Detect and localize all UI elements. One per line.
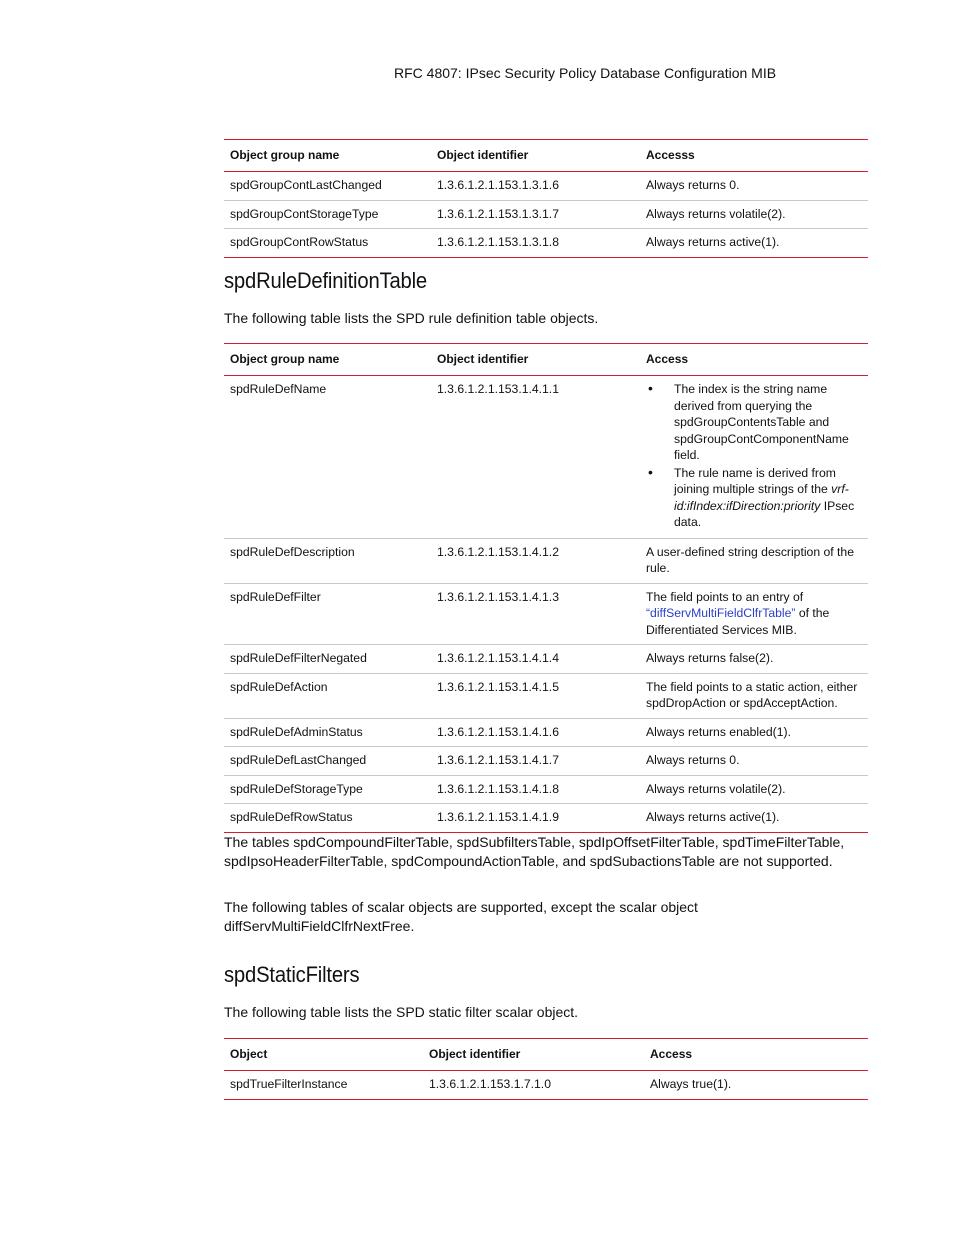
column-header: Accesss <box>640 140 868 172</box>
access-cell: Always returns volatile(2). <box>640 200 868 229</box>
scalar-objects-paragraph: The following tables of scalar objects are supported, except the scalar object diffServMultiFieldClfrNextFree. <box>224 899 698 934</box>
column-header: Object identifier <box>423 1039 644 1071</box>
access-cell <box>640 583 868 645</box>
object-name-cell: spdRuleDefRowStatus <box>224 804 431 833</box>
spd-group-contents-table <box>224 139 868 258</box>
bullet-text: IPsec data. <box>674 498 855 529</box>
table-row <box>224 200 868 229</box>
table-row <box>224 645 868 674</box>
access-cell: Always returns volatile(2). <box>640 775 868 804</box>
object-name-cell: spdRuleDefLastChanged <box>224 747 431 776</box>
object-name-cell: spdRuleDefStorageType <box>224 775 431 804</box>
oid-cell: 1.3.6.1.2.1.153.1.4.1.5 <box>431 673 640 718</box>
access-bullet-list <box>646 381 862 531</box>
page-header: RFC 4807: IPsec Security Policy Database Configuration MIB <box>394 65 777 81</box>
bullet-italic-text: vrf-id:ifIndex:ifDirection:priority <box>674 482 849 513</box>
object-name-cell: spdGroupContRowStatus <box>224 229 431 258</box>
object-name-cell: spdRuleDefAction <box>224 673 431 718</box>
oid-cell: 1.3.6.1.2.1.153.1.3.1.7 <box>431 200 640 229</box>
unsupported-tables-paragraph: The tables spdCompoundFilterTable, spdSubfiltersTable, spdIpOffsetFilterTable, spdTimeFilterTable, spdIpsoHeaderFilterTable, spdCompoundActionTable, and spdSubactionsTable are not supported. <box>224 834 845 869</box>
section-intro: The following table lists the SPD static filter scalar object. <box>224 1004 579 1020</box>
bullet-text: The rule name is derived from joining multiple strings of the <box>674 465 836 496</box>
oid-cell: 1.3.6.1.2.1.153.1.4.1.6 <box>431 718 640 747</box>
object-name-cell: spdRuleDefFilterNegated <box>224 645 431 674</box>
section-title: spdStaticFilters <box>224 962 360 987</box>
access-cell: Always returns false(2). <box>640 645 868 674</box>
spd-static-filters-table <box>224 1038 868 1100</box>
spd-rule-definition-table <box>224 343 868 833</box>
object-name-cell: spdTrueFilterInstance <box>224 1071 423 1100</box>
bullet-icon: • <box>648 380 653 396</box>
oid-cell: 1.3.6.1.2.1.153.1.3.1.8 <box>431 229 640 258</box>
column-header: Object <box>224 1039 423 1071</box>
section-title: spdRuleDefinitionTable <box>224 268 427 293</box>
list-item <box>646 381 862 464</box>
access-cell: Always returns 0. <box>640 172 868 201</box>
oid-cell: 1.3.6.1.2.1.153.1.3.1.6 <box>431 172 640 201</box>
access-cell: The field points to a static action, either spdDropAction or spdAcceptAction. <box>640 673 868 718</box>
table-row <box>224 376 868 539</box>
access-cell: A user-defined string description of the rule. <box>640 538 868 583</box>
access-cell: Always returns active(1). <box>640 229 868 258</box>
object-name-cell: spdRuleDefName <box>224 376 431 539</box>
list-item <box>646 465 862 531</box>
table-row <box>224 1071 868 1100</box>
table-row <box>224 229 868 258</box>
object-name-cell: spdRuleDefDescription <box>224 538 431 583</box>
oid-cell: 1.3.6.1.2.1.153.1.4.1.1 <box>431 376 640 539</box>
column-header: Access <box>640 344 868 376</box>
table-row <box>224 718 868 747</box>
section-intro: The following table lists the SPD rule definition table objects. <box>224 310 599 326</box>
table-row <box>224 673 868 718</box>
table-row <box>224 747 868 776</box>
object-name-cell: spdRuleDefFilter <box>224 583 431 645</box>
oid-cell: 1.3.6.1.2.1.153.1.7.1.0 <box>423 1071 644 1100</box>
bullet-icon: • <box>648 463 653 480</box>
oid-cell: 1.3.6.1.2.1.153.1.4.1.7 <box>431 747 640 776</box>
access-cell <box>640 376 868 539</box>
access-cell: Always returns enabled(1). <box>640 718 868 747</box>
object-name-cell: spdGroupContLastChanged <box>224 172 431 201</box>
bullet-text: The index is the string name derived from querying the spdGroupContentsTable and spdGroupContComponentName field. <box>674 382 849 462</box>
table-row <box>224 538 868 583</box>
object-name-cell: spdRuleDefAdminStatus <box>224 718 431 747</box>
object-name-cell: spdGroupContStorageType <box>224 200 431 229</box>
table-header-row <box>224 344 868 376</box>
column-header: Object identifier <box>431 344 640 376</box>
access-cell: Always returns 0. <box>640 747 868 776</box>
oid-cell: 1.3.6.1.2.1.153.1.4.1.3 <box>431 583 640 645</box>
oid-cell: 1.3.6.1.2.1.153.1.4.1.8 <box>431 775 640 804</box>
table-row <box>224 172 868 201</box>
oid-cell: 1.3.6.1.2.1.153.1.4.1.2 <box>431 538 640 583</box>
table-row <box>224 583 868 645</box>
table-row <box>224 804 868 833</box>
access-cell: Always returns active(1). <box>640 804 868 833</box>
column-header: Object identifier <box>431 140 640 172</box>
diffserv-table-link[interactable]: “diffServMultiFieldClfrTable” <box>646 606 796 620</box>
table-header-row <box>224 140 868 172</box>
table-row <box>224 775 868 804</box>
access-text: of the Differentiated Services MIB. <box>646 606 830 637</box>
column-header: Access <box>644 1039 868 1071</box>
oid-cell: 1.3.6.1.2.1.153.1.4.1.4 <box>431 645 640 674</box>
access-cell: Always true(1). <box>644 1071 868 1100</box>
access-text: The field points to an entry of <box>646 589 804 604</box>
oid-cell: 1.3.6.1.2.1.153.1.4.1.9 <box>431 804 640 833</box>
column-header: Object group name <box>224 140 431 172</box>
table-header-row <box>224 1039 868 1071</box>
column-header: Object group name <box>224 344 431 376</box>
